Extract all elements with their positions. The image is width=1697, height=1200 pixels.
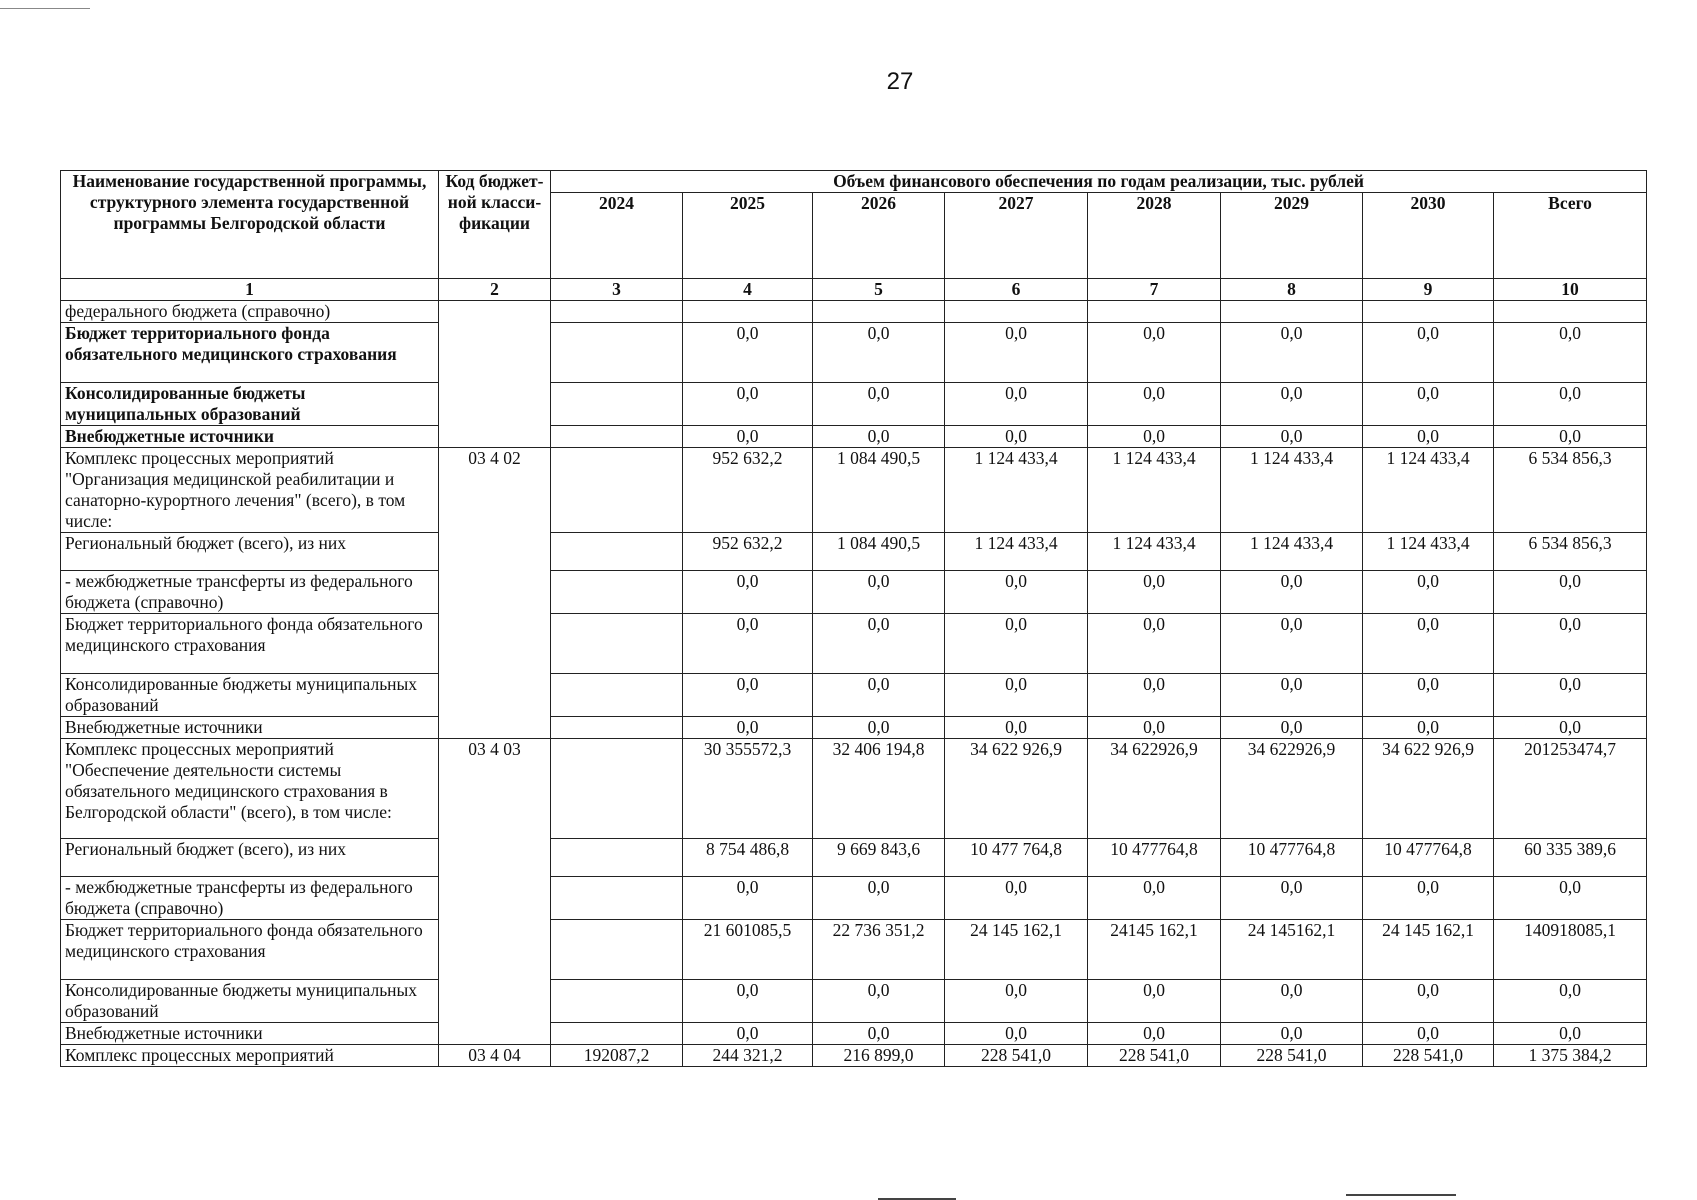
row-name: Консолидированные бюджеты муниципальных образований [61, 383, 439, 426]
row-value: 0,0 [1221, 383, 1363, 426]
row-value [813, 301, 945, 323]
header-year-2030: 2030 [1363, 193, 1494, 279]
row-value: 0,0 [813, 426, 945, 448]
row-value: 1 124 433,4 [1363, 533, 1494, 571]
row-value [551, 533, 683, 571]
row-value [551, 920, 683, 980]
row-value: 0,0 [683, 571, 813, 614]
row-value: 1 124 433,4 [945, 448, 1088, 533]
row-value [1494, 301, 1647, 323]
row-value: 216 899,0 [813, 1045, 945, 1067]
row-value: 0,0 [1494, 383, 1647, 426]
row-value [1363, 301, 1494, 323]
row-value: 1 084 490,5 [813, 533, 945, 571]
row-value [945, 301, 1088, 323]
table-row [61, 839, 1647, 877]
row-value: 0,0 [1088, 323, 1221, 383]
page-number: 27 [886, 68, 914, 95]
row-value: 0,0 [1363, 1023, 1494, 1045]
row-name: Комплекс процессных мероприятий "Обеспечение деятельности системы обязательного медицинского страхования в Белгородской области" (всего), в том числе: [61, 739, 439, 839]
header-year-2027: 2027 [945, 193, 1088, 279]
row-code [439, 717, 551, 739]
row-value [551, 739, 683, 839]
row-value: 0,0 [813, 383, 945, 426]
row-code: 03 4 04 [439, 1045, 551, 1067]
row-code [439, 614, 551, 674]
row-value: 0,0 [1494, 426, 1647, 448]
row-code [439, 920, 551, 980]
row-name: Внебюджетные источники [61, 717, 439, 739]
row-value: 0,0 [813, 980, 945, 1023]
row-value: 1 124 433,4 [945, 533, 1088, 571]
row-value: 0,0 [945, 383, 1088, 426]
table-row [61, 980, 1647, 1023]
row-name: Бюджет территориального фонда обязательного медицинского страхования [61, 323, 439, 383]
row-value: 0,0 [683, 323, 813, 383]
table-header [61, 171, 1647, 301]
row-value: 952 632,2 [683, 448, 813, 533]
column-index: 3 [551, 279, 683, 301]
row-value: 140918085,1 [1494, 920, 1647, 980]
column-index: 9 [1363, 279, 1494, 301]
row-value: 0,0 [1221, 674, 1363, 717]
row-value: 0,0 [1363, 877, 1494, 920]
row-value: 0,0 [945, 877, 1088, 920]
row-value: 0,0 [1221, 571, 1363, 614]
row-value [551, 717, 683, 739]
row-value [551, 877, 683, 920]
row-value: 0,0 [813, 614, 945, 674]
row-code [439, 323, 551, 383]
row-value: 1 124 433,4 [1363, 448, 1494, 533]
table-row [61, 1023, 1647, 1045]
row-value: 0,0 [945, 717, 1088, 739]
row-value: 21 601085,5 [683, 920, 813, 980]
row-value: 0,0 [1221, 614, 1363, 674]
row-value [551, 980, 683, 1023]
row-value: 0,0 [1494, 1023, 1647, 1045]
row-value: 1 375 384,2 [1494, 1045, 1647, 1067]
row-value: 0,0 [1494, 614, 1647, 674]
column-index: 2 [439, 279, 551, 301]
row-value: 34 622 926,9 [1363, 739, 1494, 839]
row-value: 244 321,2 [683, 1045, 813, 1067]
row-name: Внебюджетные источники [61, 1023, 439, 1045]
row-name: Бюджет территориального фонда обязательного медицинского страхования [61, 614, 439, 674]
row-value: 0,0 [1494, 877, 1647, 920]
row-value: 0,0 [683, 1023, 813, 1045]
row-value [683, 301, 813, 323]
row-value: 24 145 162,1 [1363, 920, 1494, 980]
header-year-2025: 2025 [683, 193, 813, 279]
row-code [439, 383, 551, 426]
table-row [61, 614, 1647, 674]
row-value: 10 477764,8 [1363, 839, 1494, 877]
row-value: 0,0 [1363, 614, 1494, 674]
header-name: Наименование государственной программы, структурного элемента государственной программы Белгородской области [61, 171, 439, 279]
row-code [439, 533, 551, 571]
bottom-edge-mark [1346, 1194, 1456, 1196]
row-code [439, 980, 551, 1023]
row-value: 952 632,2 [683, 533, 813, 571]
table-row [61, 323, 1647, 383]
row-value: 10 477 764,8 [945, 839, 1088, 877]
row-value: 1 124 433,4 [1221, 448, 1363, 533]
row-value: 0,0 [813, 323, 945, 383]
row-value: 0,0 [945, 674, 1088, 717]
row-value: 9 669 843,6 [813, 839, 945, 877]
row-value [551, 614, 683, 674]
row-value: 34 622926,9 [1221, 739, 1363, 839]
header-volume: Объем финансового обеспечения по годам реализации, тыс. рублей [551, 171, 1647, 193]
row-name: Бюджет территориального фонда обязательного медицинского страхования [61, 920, 439, 980]
row-value [551, 839, 683, 877]
table-row [61, 426, 1647, 448]
column-index: 4 [683, 279, 813, 301]
row-value: 0,0 [1363, 323, 1494, 383]
table-row [61, 448, 1647, 533]
row-value: 0,0 [1221, 1023, 1363, 1045]
row-value: 0,0 [945, 614, 1088, 674]
row-value: 0,0 [1221, 980, 1363, 1023]
table-body [61, 301, 1647, 1067]
row-value: 0,0 [1088, 674, 1221, 717]
row-code [439, 1023, 551, 1045]
row-value: 0,0 [813, 717, 945, 739]
row-value: 0,0 [1363, 383, 1494, 426]
row-value: 24 145 162,1 [945, 920, 1088, 980]
row-value: 228 541,0 [1088, 1045, 1221, 1067]
row-value: 0,0 [1494, 980, 1647, 1023]
row-value: 228 541,0 [1221, 1045, 1363, 1067]
row-value: 0,0 [1088, 717, 1221, 739]
row-value: 0,0 [1494, 323, 1647, 383]
row-name: Консолидированные бюджеты муниципальных образований [61, 674, 439, 717]
row-name: - межбюджетные трансферты из федерального бюджета (справочно) [61, 571, 439, 614]
table-row [61, 739, 1647, 839]
header-year-2029: 2029 [1221, 193, 1363, 279]
column-index: 7 [1088, 279, 1221, 301]
row-value: 0,0 [1088, 571, 1221, 614]
table-row [61, 383, 1647, 426]
row-value: 0,0 [945, 571, 1088, 614]
budget-table [60, 170, 1647, 1067]
column-index-row [61, 279, 1647, 301]
row-value: 0,0 [813, 571, 945, 614]
table-row [61, 301, 1647, 323]
row-value: 0,0 [1088, 980, 1221, 1023]
row-value: 0,0 [945, 980, 1088, 1023]
row-value: 1 124 433,4 [1088, 533, 1221, 571]
row-value: 0,0 [683, 877, 813, 920]
header-total: Всего [1494, 193, 1647, 279]
row-name: Комплекс процессных мероприятий [61, 1045, 439, 1067]
row-value: 1 124 433,4 [1088, 448, 1221, 533]
row-value [1088, 301, 1221, 323]
row-value: 22 736 351,2 [813, 920, 945, 980]
row-value [551, 1023, 683, 1045]
table-row [61, 717, 1647, 739]
row-name: Региональный бюджет (всего), из них [61, 533, 439, 571]
row-value [551, 448, 683, 533]
row-value: 201253474,7 [1494, 739, 1647, 839]
row-value: 32 406 194,8 [813, 739, 945, 839]
row-name: Консолидированные бюджеты муниципальных образований [61, 980, 439, 1023]
table-row [61, 533, 1647, 571]
row-value: 0,0 [1494, 717, 1647, 739]
header-year-2028: 2028 [1088, 193, 1221, 279]
row-value: 0,0 [1363, 717, 1494, 739]
row-value: 6 534 856,3 [1494, 533, 1647, 571]
row-value: 0,0 [1363, 674, 1494, 717]
row-value: 0,0 [1221, 426, 1363, 448]
row-value: 60 335 389,6 [1494, 839, 1647, 877]
column-index: 8 [1221, 279, 1363, 301]
row-value: 34 622 926,9 [945, 739, 1088, 839]
row-value: 24145 162,1 [1088, 920, 1221, 980]
row-value: 0,0 [1221, 877, 1363, 920]
row-name: - межбюджетные трансферты из федерального бюджета (справочно) [61, 877, 439, 920]
row-value: 30 355572,3 [683, 739, 813, 839]
row-name: Комплекс процессных мероприятий "Организация медицинской реабилитации и санаторно-курортного лечения" (всего), в том числе: [61, 448, 439, 533]
row-value: 0,0 [945, 426, 1088, 448]
row-value: 228 541,0 [945, 1045, 1088, 1067]
row-value: 10 477764,8 [1221, 839, 1363, 877]
column-index: 6 [945, 279, 1088, 301]
row-name: федерального бюджета (справочно) [61, 301, 439, 323]
row-value [551, 674, 683, 717]
row-value: 192087,2 [551, 1045, 683, 1067]
row-value: 34 622926,9 [1088, 739, 1221, 839]
row-value: 0,0 [945, 323, 1088, 383]
row-value: 0,0 [1221, 717, 1363, 739]
column-index: 10 [1494, 279, 1647, 301]
row-code [439, 301, 551, 323]
row-value: 1 124 433,4 [1221, 533, 1363, 571]
row-value: 0,0 [1363, 571, 1494, 614]
row-value: 8 754 486,8 [683, 839, 813, 877]
row-value: 0,0 [1088, 877, 1221, 920]
row-value: 0,0 [813, 877, 945, 920]
row-value [551, 571, 683, 614]
row-value: 0,0 [683, 614, 813, 674]
row-value [551, 323, 683, 383]
row-code: 03 4 03 [439, 739, 551, 839]
row-value: 0,0 [813, 1023, 945, 1045]
row-value: 1 084 490,5 [813, 448, 945, 533]
row-value [551, 383, 683, 426]
header-year-2024: 2024 [551, 193, 683, 279]
table-row [61, 674, 1647, 717]
row-name: Региональный бюджет (всего), из них [61, 839, 439, 877]
row-value: 6 534 856,3 [1494, 448, 1647, 533]
row-value: 10 477764,8 [1088, 839, 1221, 877]
header-year-2026: 2026 [813, 193, 945, 279]
row-value: 0,0 [813, 674, 945, 717]
column-index: 1 [61, 279, 439, 301]
row-value: 0,0 [1088, 426, 1221, 448]
row-value: 228 541,0 [1363, 1045, 1494, 1067]
row-value: 0,0 [1088, 1023, 1221, 1045]
row-code [439, 839, 551, 877]
row-value: 0,0 [683, 383, 813, 426]
row-code: 03 4 02 [439, 448, 551, 533]
table-row [61, 571, 1647, 614]
row-value: 0,0 [1494, 571, 1647, 614]
row-value: 0,0 [1088, 614, 1221, 674]
row-code [439, 571, 551, 614]
row-code [439, 877, 551, 920]
row-value: 0,0 [945, 1023, 1088, 1045]
header-code: Код бюджет-ной класси-фикации [439, 171, 551, 279]
row-value [551, 426, 683, 448]
top-edge-mark [0, 8, 90, 9]
row-value: 0,0 [1221, 323, 1363, 383]
row-value: 0,0 [683, 980, 813, 1023]
row-value: 0,0 [1494, 674, 1647, 717]
row-value: 0,0 [683, 674, 813, 717]
table-row [61, 920, 1647, 980]
row-value: 0,0 [1363, 980, 1494, 1023]
row-value [551, 301, 683, 323]
row-value: 0,0 [1363, 426, 1494, 448]
column-index: 5 [813, 279, 945, 301]
row-value: 0,0 [683, 717, 813, 739]
row-code [439, 426, 551, 448]
row-value: 24 145162,1 [1221, 920, 1363, 980]
row-value [1221, 301, 1363, 323]
row-value: 0,0 [1088, 383, 1221, 426]
table-row [61, 1045, 1647, 1067]
row-code [439, 674, 551, 717]
table-row [61, 877, 1647, 920]
row-name: Внебюджетные источники [61, 426, 439, 448]
row-value: 0,0 [683, 426, 813, 448]
